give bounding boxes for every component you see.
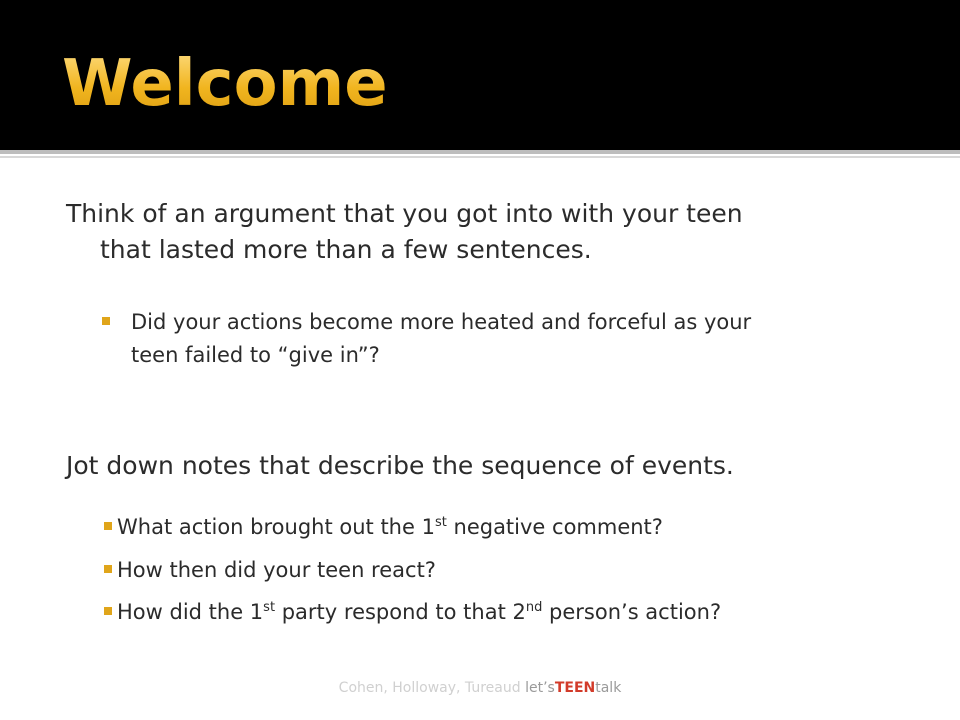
paragraph-jot-down: Jot down notes that describe the sequence of events. [66, 451, 734, 480]
list-item [104, 597, 721, 627]
paragraph-line: that lasted more than a few sentences. [100, 235, 592, 264]
footer-authors: Cohen, Holloway, Tureaud [338, 680, 526, 696]
ordinal-suffix: st [434, 515, 447, 530]
ordinal-suffix: nd [525, 600, 543, 615]
list-item [104, 512, 663, 542]
footer-brand-teen: TEEN [554, 680, 596, 696]
square-bullet-icon [102, 317, 110, 325]
bullet-text: teen failed to “give in”? [131, 343, 380, 367]
bullet-text: Did your actions become more heated and forceful as your [131, 310, 752, 334]
sub-bullet-actions [102, 306, 882, 372]
paragraph-argument [66, 196, 886, 268]
slide-title: Welcome [62, 44, 388, 124]
slide-footer [0, 679, 960, 697]
square-bullet-icon [104, 565, 112, 573]
bullet-text: party respond to that 2 [275, 600, 526, 624]
list-item [104, 555, 436, 585]
footer-brand-talk: talk [595, 680, 622, 696]
bullet-text: How did the 1 [117, 600, 264, 624]
ordinal-suffix: st [263, 600, 276, 615]
paragraph-line: Think of an argument that you got into with your teen [66, 199, 743, 228]
square-bullet-icon [104, 607, 112, 615]
bullet-text: How then did your teen react? [117, 558, 436, 582]
bullet-text: person’s action? [542, 600, 722, 624]
bullet-text: What action brought out the 1 [117, 515, 435, 539]
square-bullet-icon [104, 522, 112, 530]
bullet-text: negative comment? [446, 515, 663, 539]
footer-brand-lets: let’s [525, 680, 555, 696]
